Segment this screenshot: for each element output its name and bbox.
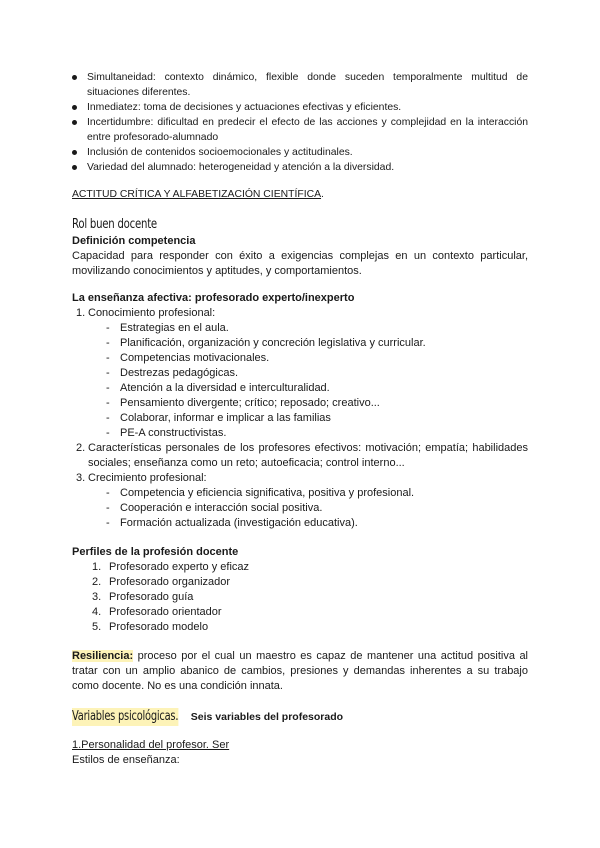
list-item: 2. Profesorado organizador — [92, 576, 231, 588]
list-item: - Competencias motivacionales. — [106, 352, 270, 364]
list-item: - Formación actualizada (investigación educativa). — [106, 517, 358, 529]
actitud-period: . — [321, 189, 324, 200]
sub-list — [72, 486, 528, 531]
list-item: 1. Profesorado experto y eficaz — [92, 561, 250, 573]
bullet-list — [72, 70, 528, 175]
list-item: - Cooperación e interacción social positiva. — [106, 502, 323, 514]
personalidad-line: 1.Personalidad del profesor. Ser — [72, 739, 230, 751]
definicion-text: Capacidad para responder con éxito a exigencias complejas en un contexto particular, movilizando conocimientos y aptitudes, y comportamientos. — [72, 250, 528, 277]
variables-subtitle: Seis variables del profesorado — [187, 711, 344, 723]
list-item: - PE-A constructivistas. — [106, 427, 227, 439]
list-item: 5. Profesorado modelo — [92, 621, 209, 633]
definicion-title: Definición competencia — [72, 235, 196, 247]
list-item: 3. Profesorado guía — [92, 591, 194, 603]
resiliencia-paragraph — [72, 649, 528, 694]
variables-title: Variables psicológicas. — [72, 709, 179, 724]
list-item: - Estrategias en el aula. — [106, 322, 229, 334]
list-item: - Pensamiento divergente; crítico; reposado; creativo... — [106, 397, 380, 409]
actitud-link[interactable]: ACTITUD CRÍTICA Y ALFABETIZACIÓN CIENTÍFICA — [72, 189, 322, 200]
list-item: 3. Crecimiento profesional: - Competencia y eficiencia significativa, positiva y profesional. - Cooperación e interacción social positiva. - Formación actualizada (investigación educativa). — [72, 471, 528, 531]
list-item: - Competencia y eficiencia significativa, positiva y profesional. — [106, 487, 415, 499]
perfiles-title: Perfiles de la profesión docente — [72, 546, 239, 558]
bullet-icon — [72, 105, 77, 110]
bullet-icon — [72, 165, 77, 170]
document-page — [72, 70, 528, 768]
list-item: - Destrezas pedagógicas. — [106, 367, 239, 379]
bullet-icon — [72, 120, 77, 125]
list-item: 1. Conocimiento profesional: - Estrategias en el aula. - Planificación, organización y concreción legislativa y curricular. - Competencias motivacionales. - Destrezas pedagógicas. - Atención a la diversidad e interculturalidad. - Pensamiento divergente; crítico; reposado; creativo... - Colaborar, informar e implicar a las familias - PE-A constructivistas. — [72, 306, 528, 441]
ensenanza-list — [72, 306, 528, 531]
list-item: Inclusión de contenidos socioemocionales y actitudinales. — [72, 145, 528, 160]
rol-heading: Rol buen docente — [72, 217, 157, 232]
list-item: 4. Profesorado orientador — [92, 606, 222, 618]
list-item: - Atención a la diversidad e interculturalidad. — [106, 382, 330, 394]
sub-list — [72, 321, 528, 441]
ensenanza-title: La enseñanza afectiva: profesorado experto/inexperto — [72, 292, 355, 304]
list-item: 2. Características personales de los profesores efectivos: motivación; empatía; habilidades sociales; enseñanza como un reto; autoeficacia; control interno... — [76, 442, 528, 469]
list-item: Incertidumbre: dificultad en predecir el efecto de las acciones y complejidad en la interacción entre profesorado-alumnado — [72, 115, 528, 145]
list-item: - Colaborar, informar e implicar a las familias — [106, 412, 331, 424]
variables-heading — [72, 708, 528, 726]
estilos-line: Estilos de enseñanza: — [72, 754, 180, 766]
list-item: - Planificación, organización y concreción legislativa y curricular. — [106, 337, 426, 349]
list-item: Variedad del alumnado: heterogeneidad y atención a la diversidad. — [72, 160, 528, 175]
actitud-line — [72, 187, 528, 202]
list-item: Inmediatez: toma de decisiones y actuaciones efectivas y eficientes. — [72, 100, 528, 115]
bullet-icon — [72, 150, 77, 155]
resiliencia-text: proceso por el cual un maestro es capaz de mantener una actitud positiva al tratar con un amplio abanico de cambios, presiones y demandas inherentes a su trabajo como docente. No es una condición innata. — [72, 650, 528, 692]
perfiles-list — [72, 560, 528, 635]
resiliencia-term: Resiliencia: — [72, 650, 134, 662]
list-item: Simultaneidad: contexto dinámico, flexible donde suceden temporalmente multitud de situaciones diferentes. — [72, 70, 528, 100]
bullet-icon — [72, 75, 77, 80]
